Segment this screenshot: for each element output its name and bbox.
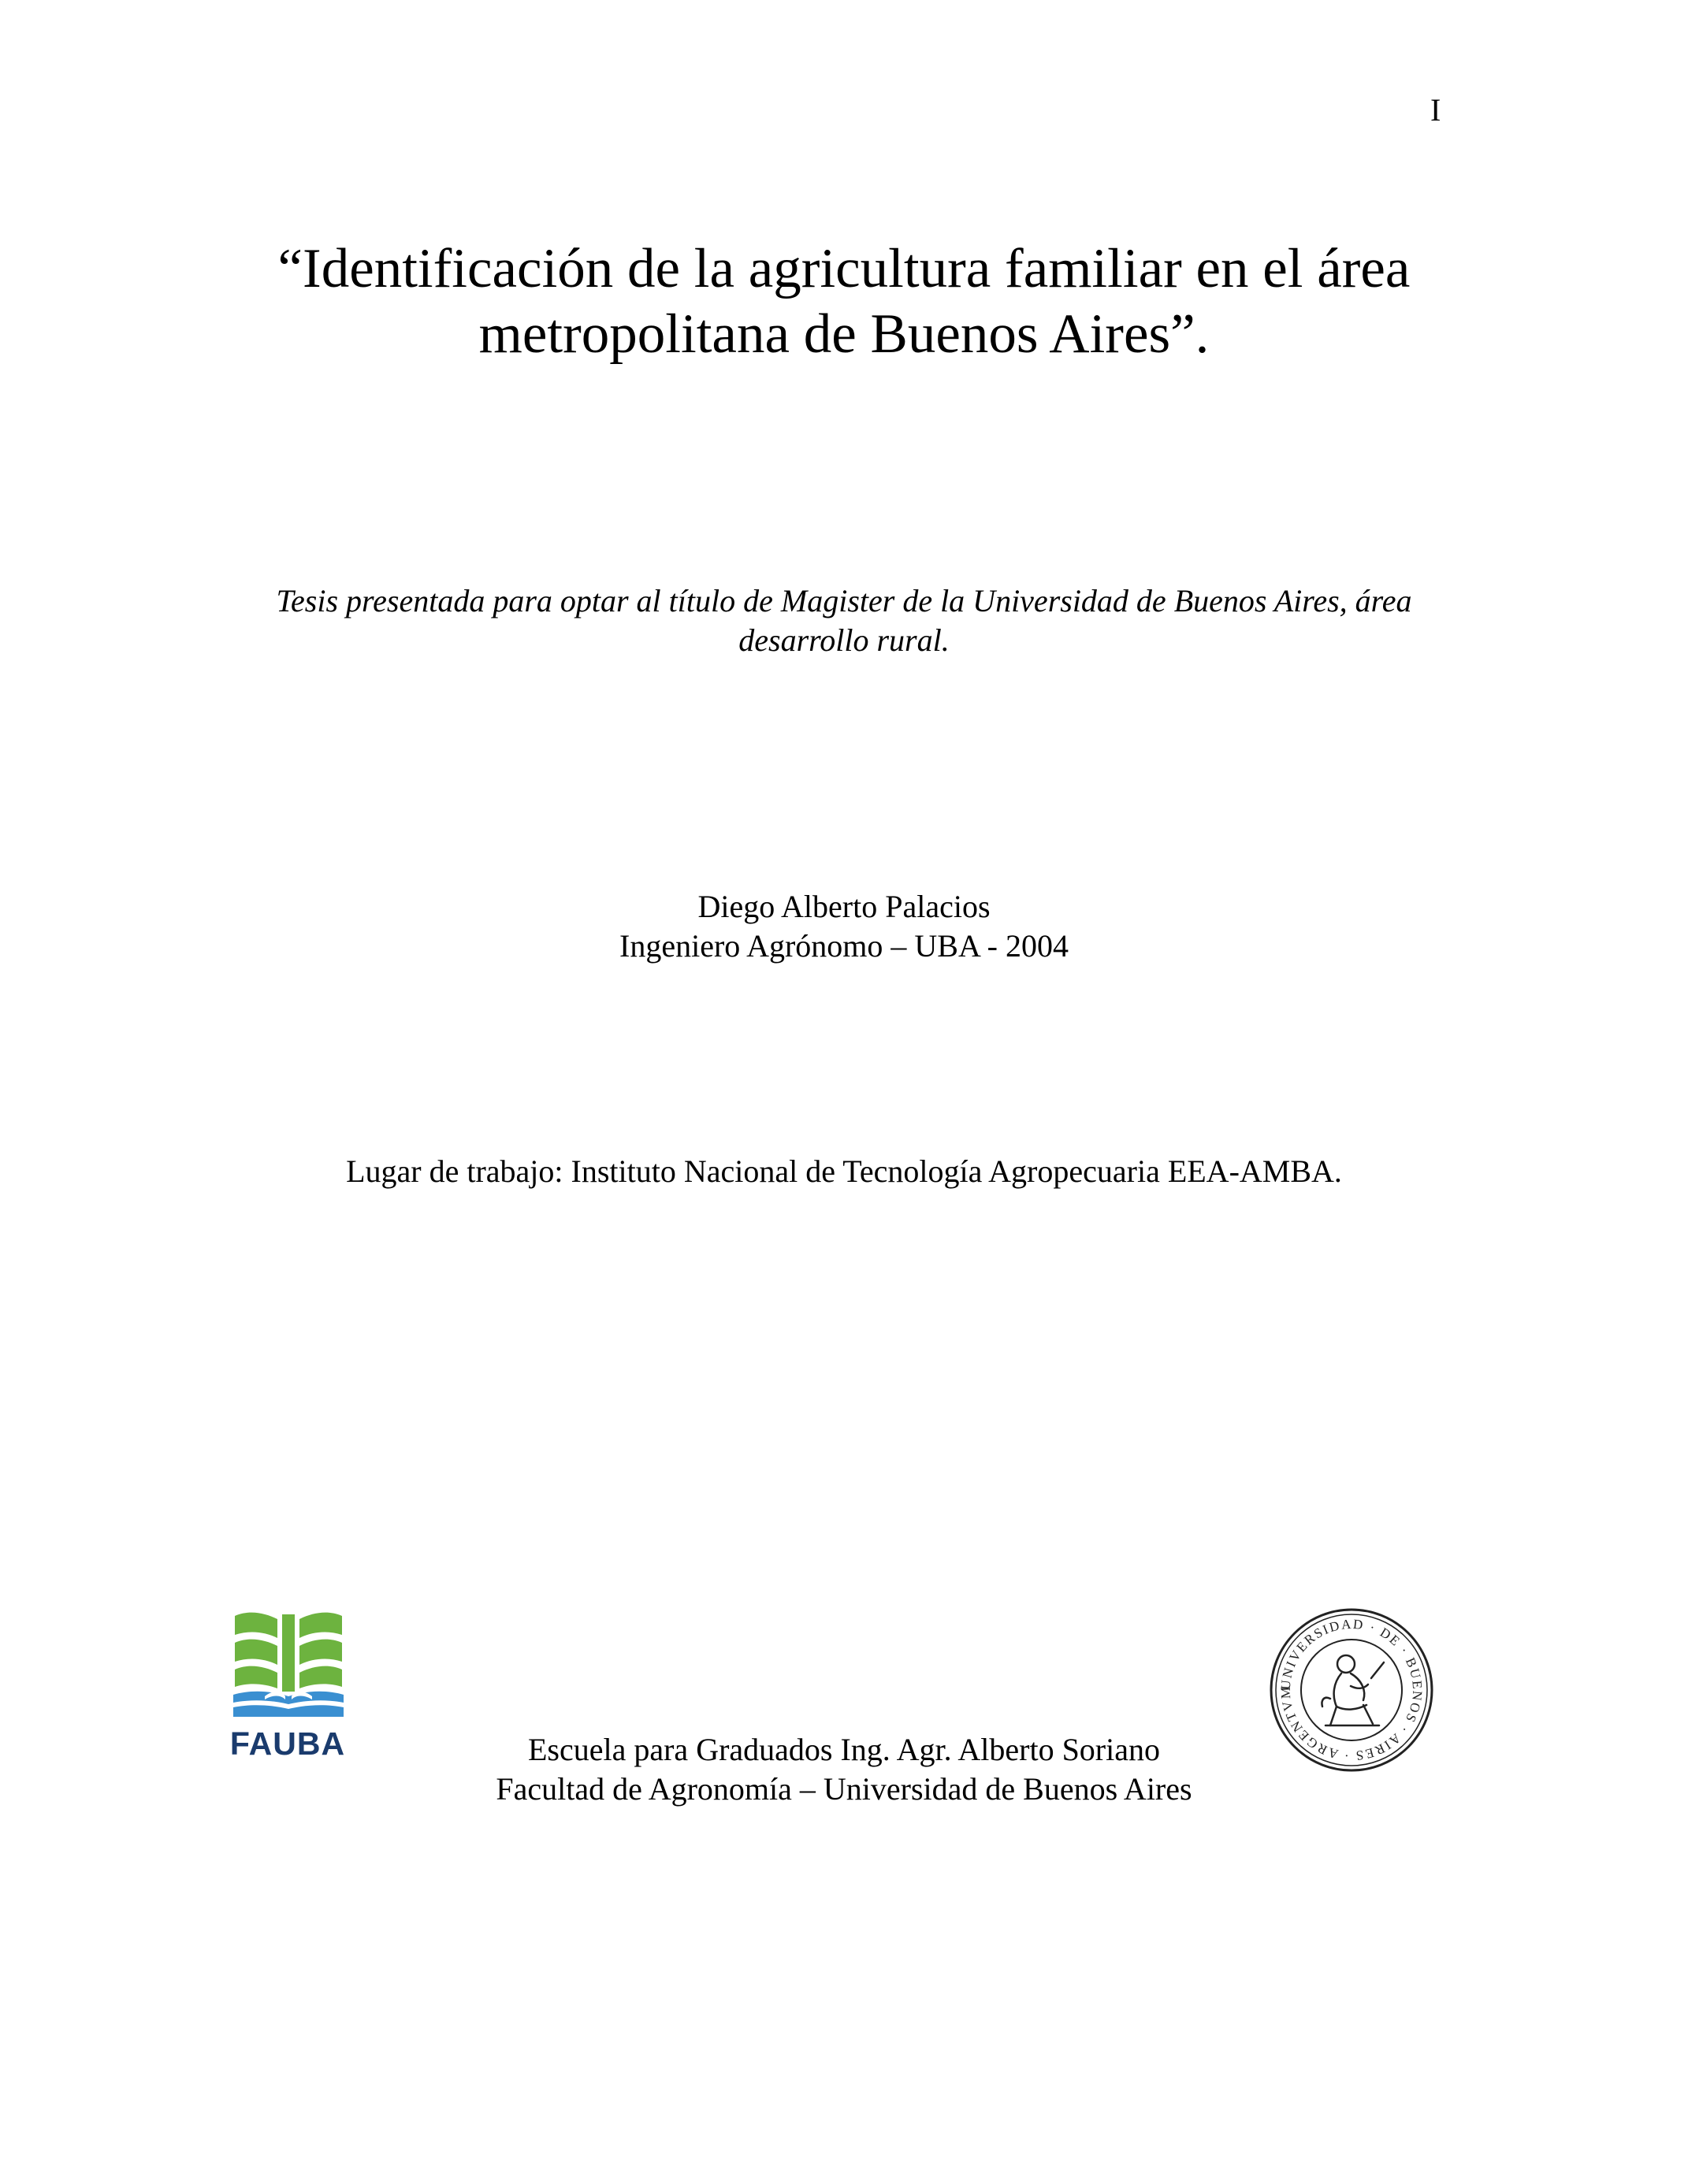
institution-footer	[0, 1730, 1688, 1809]
graduate-school: Escuela para Graduados Ing. Agr. Alberto Soriano	[527, 1732, 1160, 1767]
author-name: Diego Alberto Palacios	[697, 889, 991, 924]
workplace: Lugar de trabajo: Instituto Nacional de Tecnología Agropecuaria EEA-AMBA.	[346, 1153, 1342, 1189]
thesis-title-line-2: metropolitana de Buenos Aires”.	[478, 303, 1210, 365]
thesis-title	[0, 236, 1688, 367]
thesis-subtitle-line-2: desarrollo rural.	[738, 622, 950, 658]
faculty-name: Facultad de Agronomía – Universidad de Buenos Aires	[496, 1771, 1192, 1807]
fauba-logo-caption: FAUBA	[229, 1725, 346, 1762]
svg-text:UNIVERSIDAD · DE · BUENOS · AI: UNIVERSIDAD · DE · BUENOS · AIRES · ARGENTVM	[1277, 1616, 1426, 1764]
page-number: I	[1430, 92, 1441, 128]
author-block	[0, 887, 1688, 966]
thesis-subtitle	[0, 581, 1688, 660]
thesis-subtitle-line-1: Tesis presentada para optar al título de Magister de la Universidad de Buenos Aires, área	[276, 583, 1412, 618]
thesis-title-line-1: “Identificación de la agricultura familiar en el área	[277, 238, 1411, 299]
author-degree: Ingeniero Agrónomo – UBA - 2004	[619, 928, 1069, 964]
